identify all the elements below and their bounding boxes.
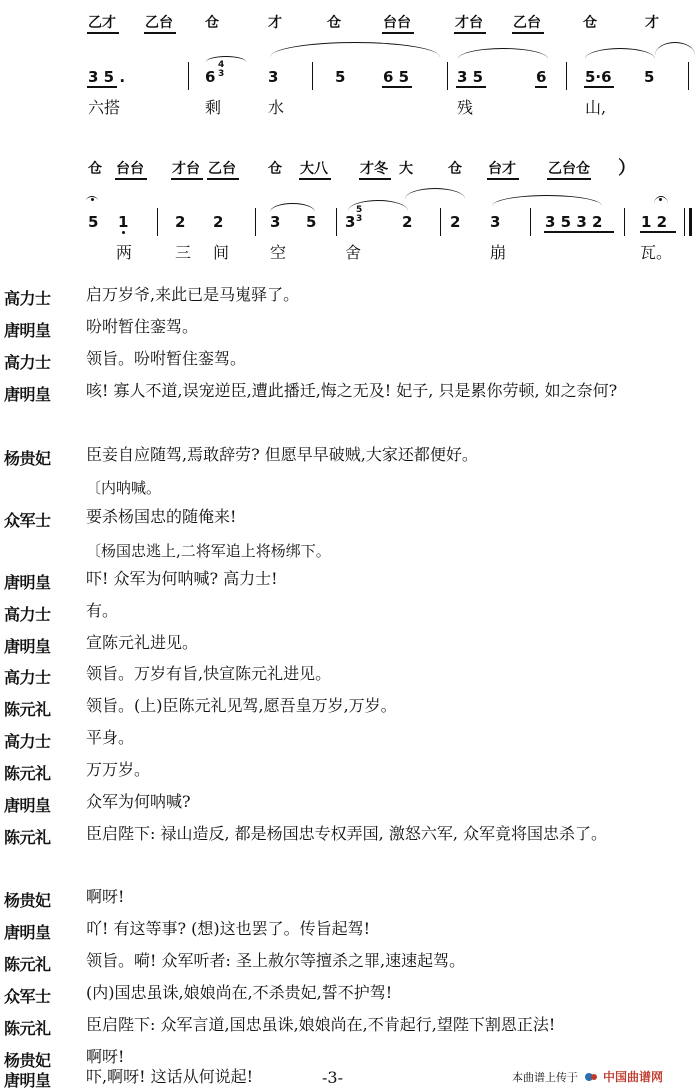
jianpu-note: 6 — [536, 68, 547, 86]
page-number: -3- — [322, 1068, 343, 1087]
role-name: 陈元礼 — [4, 1019, 51, 1038]
percussion-syllable: 才 — [268, 15, 282, 31]
role-name: 陈元礼 — [4, 700, 51, 719]
speech-text: 吩咐暂住銮驾。 — [86, 317, 199, 336]
lyric-syllable: 间 — [213, 243, 230, 262]
percussion-syllable: 仓 — [205, 15, 219, 31]
role-name: 陈元礼 — [4, 764, 51, 783]
speech-text: (内)国忠虽诛,娘娘尚在,不杀贵妃,誓不护驾! — [86, 983, 393, 1002]
lyric-syllable: 水 — [268, 98, 285, 117]
role-name: 杨贵妃 — [4, 449, 51, 468]
percussion-syllable: 才台 — [172, 161, 200, 177]
percussion-syllable: 大 — [399, 161, 413, 177]
role-name: 唐明皇 — [4, 321, 51, 340]
speech-text: 臣启陛下: 禄山造反, 都是杨国忠专权弄国, 激怒六军, 众军竟将国忠杀了。 — [86, 824, 607, 843]
percussion-syllable: 乙台 — [208, 161, 236, 177]
speech-text: 领旨。(上)臣陈元礼见驾,愿吾皇万岁,万岁。 — [86, 696, 397, 715]
speech-text: 平身。 — [86, 728, 135, 747]
lyric-syllable: 崩 — [490, 243, 507, 262]
jianpu-note: 1 2 — [641, 213, 668, 231]
lyric-syllable: 三 — [175, 243, 192, 262]
percussion-syllable: 仓 — [448, 161, 462, 177]
jianpu-note: 5 — [306, 213, 317, 231]
speech-text: 要杀杨国忠的随俺来! — [86, 507, 237, 526]
jianpu-note: 3 5 . — [88, 68, 126, 86]
role-name: 唐明皇 — [4, 573, 51, 592]
speech-text: 吓! 众军为何呐喊? 高力士! — [86, 569, 278, 588]
role-name: 陈元礼 — [4, 955, 51, 974]
jianpu-note: 5 — [335, 68, 346, 86]
jianpu-note: 6 — [205, 68, 216, 86]
lyric-syllable: 剩 — [205, 98, 222, 117]
percussion-syllable: 仓 — [583, 15, 597, 31]
role-name: 杨贵妃 — [4, 891, 51, 910]
jianpu-note: 3 5 3 2 — [545, 213, 603, 231]
role-name: 高力士 — [4, 605, 51, 624]
speech-text: 宣陈元礼进见。 — [86, 633, 199, 652]
jianpu-note: 2 — [402, 213, 413, 231]
speech-text: 啊呀! — [86, 1047, 125, 1066]
fermata-mark — [654, 196, 668, 204]
jianpu-note: 1 — [118, 213, 129, 231]
percussion-bracket-close: ） — [618, 158, 636, 179]
lyric-syllable: 瓦。 — [640, 243, 673, 262]
jianpu-note: 5·6 — [585, 68, 612, 86]
speech-text: 咳! 寡人不道,误宠逆臣,遭此播迁,悔之无及! 妃子, 只是累你劳顿, 如之奈何? — [86, 381, 618, 400]
role-name: 唐明皇 — [4, 923, 51, 942]
speech-text: 万万岁。 — [86, 760, 151, 779]
watermark-prefix: 本曲谱上传于 — [512, 1071, 578, 1084]
lyric-syllable: 舍 — [345, 243, 362, 262]
percussion-syllable: 乙才 — [88, 15, 116, 31]
lyric-syllable: 六搭 — [88, 98, 121, 117]
stage-direction-text: 〔内呐喊。 — [86, 479, 162, 497]
role-name: 杨贵妃 — [4, 1051, 51, 1070]
lyric-syllable: 山, — [585, 98, 607, 117]
role-name: 高力士 — [4, 732, 51, 751]
watermark — [512, 1068, 663, 1085]
percussion-syllable: 仓 — [88, 161, 102, 177]
percussion-syllable: 仓 — [327, 15, 341, 31]
speech-text: 有。 — [86, 601, 119, 620]
jianpu-note: 5 — [644, 68, 655, 86]
percussion-syllable: 才台 — [455, 15, 483, 31]
speech-text: 吓,啊呀! 这话从何说起! — [86, 1067, 254, 1086]
role-name: 高力士 — [4, 668, 51, 687]
percussion-syllable: 仓 — [268, 161, 282, 177]
role-name: 众军士 — [4, 511, 51, 530]
role-name: 众军士 — [4, 987, 51, 1006]
speech-text: 启万岁爷,来此已是马嵬驿了。 — [86, 285, 300, 304]
jianpu-note: 3 — [268, 68, 279, 86]
speech-text: 啊呀! — [86, 887, 125, 906]
role-name: 高力士 — [4, 289, 51, 308]
role-name: 唐明皇 — [4, 796, 51, 815]
percussion-syllable: 才冬 — [360, 161, 388, 177]
stage-direction-text: 〔杨国忠逃上,二将军追上将杨绑下。 — [86, 542, 331, 560]
music-score: 乙才 乙台 仓 才 仓 台台 才台 乙台 仓 才 3 5 . 6 4 3 3 5 6 5 3 5 6 5·6 5 六搭 剩 水 残 山, 仓 台台 才台 乙台 仓 大八 才冬 大 仓 台才 乙台仓 ） 5 1 2 2 3 5 3 5 3 2 2 3 3 5 3 2 1 2 两 三 间 空 舍 崩 瓦。 — [0, 0, 700, 270]
percussion-syllable: 大八 — [300, 161, 328, 177]
role-name: 陈元礼 — [4, 828, 51, 847]
speech-text: 领旨。吩咐暂住銮驾。 — [86, 349, 247, 368]
role-name: 唐明皇 — [4, 1071, 51, 1090]
jianpu-note: 2 — [213, 213, 224, 231]
lyric-syllable: 两 — [116, 243, 133, 262]
speech-text: 吖! 有这等事? (想)这也罢了。传旨起驾! — [86, 919, 371, 938]
percussion-syllable: 乙台 — [145, 15, 173, 31]
jianpu-note: 3 — [490, 213, 501, 231]
role-name: 唐明皇 — [4, 385, 51, 404]
jianpu-note: 3 — [345, 213, 356, 231]
speech-text: 领旨。嗬! 众军听者: 圣上赦尔等擅杀之罪,速速起驾。 — [86, 951, 466, 970]
jianpu-note: 3 — [270, 213, 281, 231]
jianpu-note: 2 — [175, 213, 186, 231]
site-logo-icon — [584, 1071, 598, 1083]
lyric-syllable: 残 — [457, 98, 474, 117]
role-name: 高力士 — [4, 353, 51, 372]
speech-text: 领旨。万岁有旨,快宣陈元礼进见。 — [86, 664, 332, 683]
jianpu-note: 3 5 — [457, 68, 484, 86]
jianpu-note: 6 5 — [383, 68, 410, 86]
percussion-syllable: 乙台 — [513, 15, 541, 31]
lyric-syllable: 空 — [270, 243, 287, 262]
watermark-site: 中国曲谱网 — [603, 1070, 664, 1084]
speech-text: 众军为何呐喊? — [86, 792, 191, 811]
percussion-syllable: 才 — [645, 15, 659, 31]
percussion-syllable: 台台 — [383, 15, 411, 31]
speech-text: 臣启陛下: 众军言道,国忠虽诛,娘娘尚在,不肯起行,望陛下割恩正法! — [86, 1015, 556, 1034]
percussion-syllable: 台才 — [488, 161, 516, 177]
speech-text: 臣妾自应随驾,焉敢辞劳? 但愿早早破贼,大家还都便好。 — [86, 445, 478, 464]
role-name: 唐明皇 — [4, 637, 51, 656]
jianpu-note: 2 — [450, 213, 461, 231]
percussion-syllable: 乙台仓 — [548, 161, 590, 177]
jianpu-note: 5 — [88, 213, 99, 231]
percussion-syllable: 台台 — [116, 161, 144, 177]
